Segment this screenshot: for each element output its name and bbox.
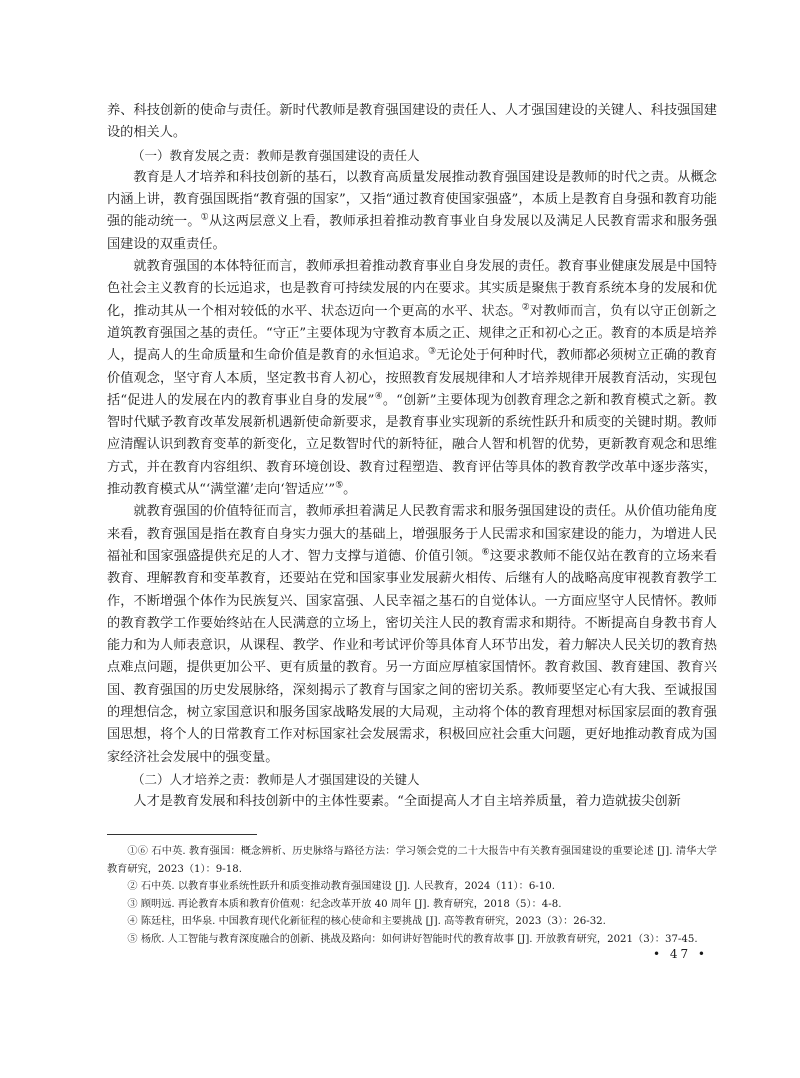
footnote-divider <box>107 834 257 835</box>
footnote-ref-2[interactable]: ② <box>521 302 530 313</box>
body-text <box>107 100 717 814</box>
section-heading-2: （二）人才培养之责：教师是人才强国建设的关键人 <box>132 771 420 787</box>
footnote-ref-6[interactable]: ⑥ <box>481 547 490 558</box>
paragraph-3: 就教育强国的价值特征而言，教师承担着满足人民教育需求和服务强国建设的责任。从价值功能角度来看，教育强国是指在教育自身实力强大的基础上，增强服务于人民需求和国家建设的能力，为增进人民福祉和国家强盛提供充足的人才、智力支撑与道德、价值引领。⑥这要求教师不能仅站在教育的立场来看教育、理解教育和变革教育，还要站在党和国家事业发展薪火相传、后继有人的战略高度审视教育教学工作，不断增强个体作为民族复兴、国家富强、人民幸福之基石的自觉体认。一方面应坚守人民情怀。教师的教育教学工作要始终站在人民满意的立场上，密切关注人民的教育需求和期待。不断提高自身教书育人能力和为人师表意识，从课程、教学、作业和考试评价等具体育人环节出发，着力解决人民关切的教育热点难点问题，提供更加公平、更有质量的教育。另一方面应厚植家国情怀。教育救国、教育建国、教育兴国、教育强国的历史发展脉络，深刻揭示了教育与国家之间的密切关系。教师要坚定心有大我、至诚报国的理想信念，树立家国意识和服务国家战略发展的大局观，主动将个体的教育理想对标国家层面的教育强国思想，将个人的日常教育工作对标国家社会发展需求，积极回应社会重大问题，更好地推动教育成为国家经济社会发展中的强变量。 <box>107 504 717 765</box>
footnote-item: ② 石中英. 以教育事业系统性跃升和质变推动教育强国建设 [J]. 人民教育，2024（11）：6-10. <box>127 881 555 892</box>
paragraph-1: 教育是人才培养和科技创新的基石，以教育高质量发展推动教育强国建设是教师的时代之责。从概念内涵上讲，教育强国既指“教育强的国家”，又指“通过教育使国家强盛”，本质上是教育自身强和教育功能强的能动统一。①从这两层意义上看，教师承担着推动教育事业自身发展以及满足人民教育需求和服务强国建设的双重责任。 <box>107 169 718 252</box>
paragraph-2: 就教育强国的本体特征而言，教师承担着推动教育事业自身发展的责任。教育事业健康发展是中国特色社会主义教育的长远追求，也是教育可持续发展的内在要求。其实质是聚焦于教育系统本身的发展和优化，推动其从一个相对较低的水平、状态迈向一个更高的水平、状态。②对教师而言，负有以守正创新之道筑教育强国之基的责任。“守正”主要体现为守教育本质之正、规律之正和初心之正。教育的本质是培养人，提高人的生命质量和生命价值是教育的永恒追求。③无论处于何种时代，教师都必须树立正确的教育价值观念，坚守育人本质，坚定教书育人初心，按照教育发展规律和人才培养规律开展教育活动，实现包括“促进人的发展在内的教育事业自身的发展”④。“创新”主要体现为创教育理念之新和教育模式之新。教智时代赋予教育改革发展新机遇新使命新要求，是教育事业实现新的系统性跃升和质变的关键时期。教师应清醒认识到教育变革的新变化，立足数智时代的新特征，融合人智和机智的优势，更新教育观念和思维方式，并在教育内容组织、教育环境创设、教育过程塑造、教育评估等具体的教育教学改革中逐步落实，推动教育模式从“‘满堂灌’走向‘智适应’”⑤。 <box>107 259 718 498</box>
footnote-item: ①⑥ 石中英. 教育强国：概念辨析、历史脉络与路径方法：学习领会党的二十大报告中有关教育强国建设的重要论述 [J]. 清华大学教育研究，2023（1）：9-18. <box>107 846 717 875</box>
paragraph-continued: 养、科技创新的使命与责任。新时代教师是教育强国建设的责任人、人才强国建设的关键人、科技强国建设的相关人。 <box>107 103 717 141</box>
footnotes <box>107 843 717 948</box>
paragraph-4: 人才是教育发展和科技创新中的主体性要素。“全面提高人才自主培养质量，着力造就拔尖创新 <box>133 794 681 810</box>
footnote-item: ③ 顾明远. 再论教育本质和教育价值观：纪念改革开放 40 周年 [J]. 教育研究，2018（5）：4-8. <box>127 898 562 910</box>
footnote-ref-5[interactable]: ⑤ <box>335 480 344 491</box>
footnote-item: ④ 陈廷柱，田华泉. 中国教育现代化新征程的核心使命和主要挑战 [J]. 高等教育研究，2023（3）：26-32. <box>127 916 606 927</box>
footnote-ref-1[interactable]: ① <box>200 213 209 224</box>
section-heading-1: （一）教育发展之责：教师是教育强国建设的责任人 <box>132 147 420 163</box>
footnote-ref-4[interactable]: ④ <box>374 391 383 402</box>
footnote-item: ⑤ 杨欣. 人工智能与教育深度融合的创新、挑战及路向：如何讲好智能时代的教育故事 [J]. 开放教育研究，2021（3）：37-45. <box>127 933 698 945</box>
footnote-ref-3[interactable]: ③ <box>428 346 437 357</box>
page-number: • 47 • <box>652 947 708 961</box>
